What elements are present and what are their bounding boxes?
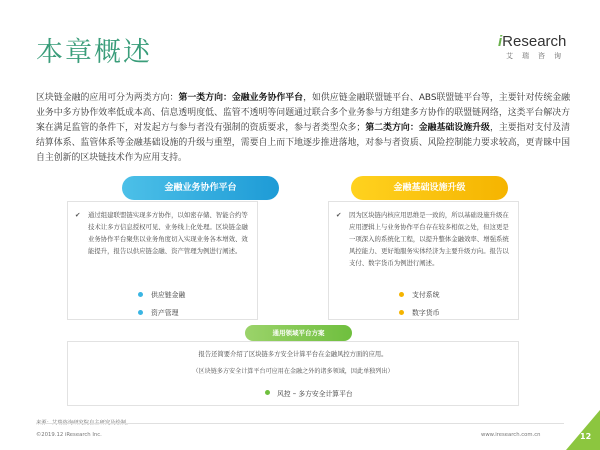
list-item-label: 资产管理 — [151, 309, 179, 317]
left-panel-desc — [75, 209, 249, 257]
source-note: 来源：艾瑞咨询研究院自主研究及绘制。 — [36, 420, 132, 426]
brand-subtitle: 艾瑞咨询 — [506, 52, 570, 60]
shared-panel-heading: 通用领域平台方案 — [245, 325, 352, 341]
list-item — [265, 388, 353, 398]
page-corner-icon — [566, 410, 600, 450]
shared-panel-desc: 报告还简要介绍了区块链多方安全计算平台在金融风控方面的应用。 — [198, 351, 388, 358]
right-panel-list — [399, 286, 440, 322]
copyright: ©2019.12 iResearch Inc. — [36, 432, 102, 438]
bullet-dot-icon — [138, 292, 143, 297]
left-panel — [67, 201, 258, 320]
left-panel-list — [138, 286, 185, 322]
intro-bold-2: 第二类方向：金融基础设施升级 — [365, 123, 490, 134]
brand-i: i — [498, 33, 503, 50]
right-panel-desc-text: 因为区块链内核应用思维是一致的，所以基础设施升级在应用逻辑上与业务协作平台存在较多相似之处，但这更是一项深入的系统化工程，以提升整体金融效率、增强系统风控能力、更好地服务实体经济为主要升级方向。报告以支付、数字货币为例进行阐述。 — [349, 211, 509, 267]
right-panel-desc — [336, 209, 510, 269]
list-item — [399, 286, 440, 304]
iresearch-logo — [498, 33, 568, 61]
page-number: 12 — [580, 432, 592, 441]
bullet-dot-icon — [265, 390, 270, 395]
left-panel-desc-text: 通过组建联盟链实现多方协作，以如密存储、智能合约等技术让多方信息授权可见、业务线上化处理。区块链金融业务协作平台聚焦以业务角度切入实现业务各本增效、效能提升，报告以供应链金融、资产管理为例进行阐述。 — [88, 211, 248, 255]
left-panel-heading: 金融业务协作平台 — [122, 176, 279, 200]
checkmark-icon: ✔ — [75, 211, 81, 219]
page-title: 本章概述 — [36, 37, 152, 68]
footer-divider — [36, 423, 564, 424]
list-item-label: 支付系统 — [412, 291, 440, 299]
intro-text-1: 区块链金融的应用可分为两类方向： — [36, 93, 179, 103]
list-item — [138, 286, 185, 304]
website-url: www.iresearch.com.cn — [481, 432, 541, 438]
checkmark-icon: ✔ — [336, 211, 342, 219]
list-item — [399, 304, 440, 322]
list-item-label: 风控 – 多方安全计算平台 — [277, 390, 353, 398]
right-panel — [328, 201, 519, 320]
right-panel-heading: 金融基础设施升级 — [351, 176, 508, 200]
intro-paragraph — [36, 91, 570, 166]
shared-panel — [67, 341, 519, 406]
bullet-dot-icon — [138, 310, 143, 315]
list-item-label: 供应链金融 — [151, 291, 186, 299]
bullet-dot-icon — [399, 292, 404, 297]
shared-panel-note: （区块链多方安全计算平台可应用在金融之外的诸多领域，因此单独列出） — [192, 368, 394, 375]
bullet-dot-icon — [399, 310, 404, 315]
intro-text-3: ，主要指对支付及清结算体系、监管体系等金融基础设施的升级与重塑，需要自上而下地逐步推进落地，对参与者资质、风险控制能力要求较高，更青睐中国自主创新的区块链技术作为应用支持。 — [36, 123, 571, 164]
brand-wordmark — [498, 33, 568, 50]
list-item-label: 数字货币 — [412, 309, 440, 317]
intro-text-2: ，如供应链金融联盟链平台、ABS联盟链平台等，主要针对传统金融业务中多方协作效率低成本高、信息透明度低、监管不透明等问题通过联合多个业务参与方组建多方协作的联盟链网络，这类平台解决方案在满足监管的条件下，对发起方与参与者没有强制的资质要求，参与者类型众多； — [36, 93, 571, 134]
intro-bold-1: 第一类方向：金融业务协作平台 — [178, 93, 304, 103]
list-item — [138, 304, 185, 322]
brand-research: Research — [502, 33, 567, 50]
